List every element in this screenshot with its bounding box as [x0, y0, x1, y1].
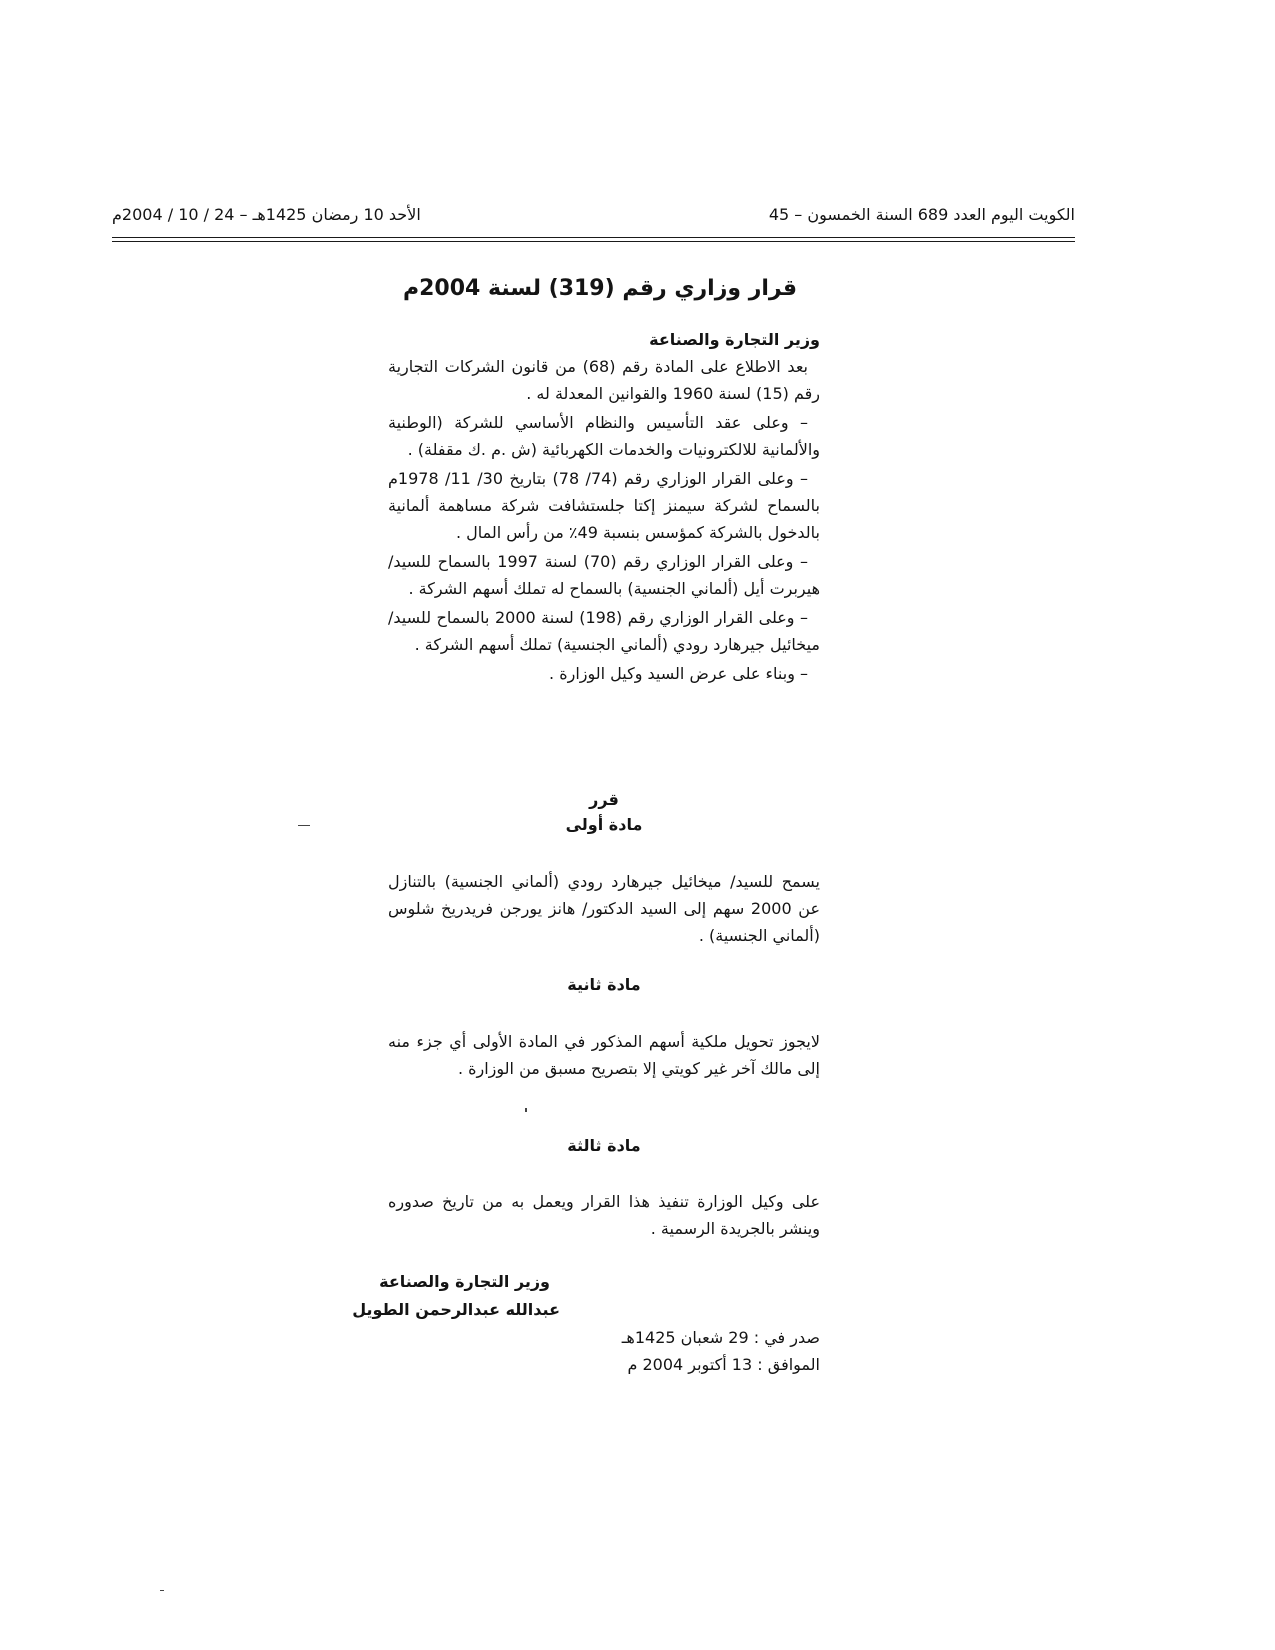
- preamble-paragraph: – وعلى القرار الوزاري رقم (198) لسنة 2000 بالسماح للسيد/ ميخائيل جيرهارد رودي (ألماني الجنسية) تملك أسهم الشركة .: [388, 608, 820, 654]
- article-paragraph: يسمح للسيد/ ميخائيل جيرهارد رودي (ألماني الجنسية) بالتنازل عن 2000 سهم إلى السيد الدكتور/ هانز يورجن فريدريخ شلوس (ألماني الجنسية) .: [388, 872, 820, 945]
- page-header-issue: الكويت اليوم العدد 689 السنة الخمسون – 45: [768, 205, 1075, 224]
- article-2-text: [388, 1028, 820, 1084]
- article-3-text: [388, 1188, 820, 1244]
- header-rule-top: [112, 237, 1075, 238]
- article-paragraph: لايجوز تحويل ملكية أسهم المذكور في المادة الأولى أي جزء منه إلى مالك آخر غير كويتي إلا بتصريح مسبق من الوزارة .: [388, 1032, 820, 1078]
- scan-speck: [160, 1590, 164, 1591]
- signature-name: عبدالله عبدالرحمن الطويل: [352, 1300, 560, 1319]
- corresponding-date: الموافق : 13 أكتوبر 2004 م: [627, 1355, 820, 1374]
- article-2-heading: مادة ثانية: [567, 975, 641, 994]
- header-rule-bottom: [112, 241, 1075, 242]
- scan-speck: [298, 825, 310, 826]
- scan-speck: [525, 1108, 527, 1112]
- preamble-paragraph: – وعلى عقد التأسيس والنظام الأساسي للشركة (الوطنية والألمانية للالكترونيات والخدمات الكهربائية (ش .م .ك مقفلة) .: [388, 413, 820, 459]
- preamble: [388, 353, 820, 689]
- article-1-text: [388, 868, 820, 951]
- signature-title: وزير التجارة والصناعة: [379, 1272, 550, 1291]
- decree-title: قرار وزاري رقم (319) لسنة 2004م: [402, 276, 797, 301]
- preamble-paragraph: – وبناء على عرض السيد وكيل الوزارة .: [549, 664, 808, 683]
- page-header-date: الأحد 10 رمضان 1425هـ – 24 / 10 / 2004م: [112, 205, 421, 224]
- issued-date: صدر في : 29 شعبان 1425هـ: [621, 1328, 820, 1347]
- issuer-heading: وزير التجارة والصناعة: [649, 330, 820, 349]
- preamble-paragraph: – وعلى القرار الوزاري رقم (74/ 78) بتاريخ 30/ 11/ 1978م بالسماح لشركة سيمنز إكتا جلستشافت شركة مساهمة ألمانية بالدخول بالشركة كمؤسس بنسبة 49٪ من رأس المال .: [388, 469, 820, 542]
- preamble-paragraph: بعد الاطلاع على المادة رقم (68) من قانون الشركات التجارية رقم (15) لسنة 1960 والقوانين المعدلة له .: [388, 357, 820, 403]
- article-paragraph: على وكيل الوزارة تنفيذ هذا القرار ويعمل به من تاريخ صدوره وينشر بالجريدة الرسمية .: [388, 1192, 820, 1238]
- decided-heading: قرر: [589, 790, 619, 809]
- preamble-paragraph: – وعلى القرار الوزاري رقم (70) لسنة 1997 بالسماح للسيد/ هيربرت أيل (ألماني الجنسية) بالسماح له تملك أسهم الشركة .: [388, 552, 820, 598]
- article-1-heading: مادة أولى: [565, 815, 643, 834]
- article-3-heading: مادة ثالثة: [567, 1136, 641, 1155]
